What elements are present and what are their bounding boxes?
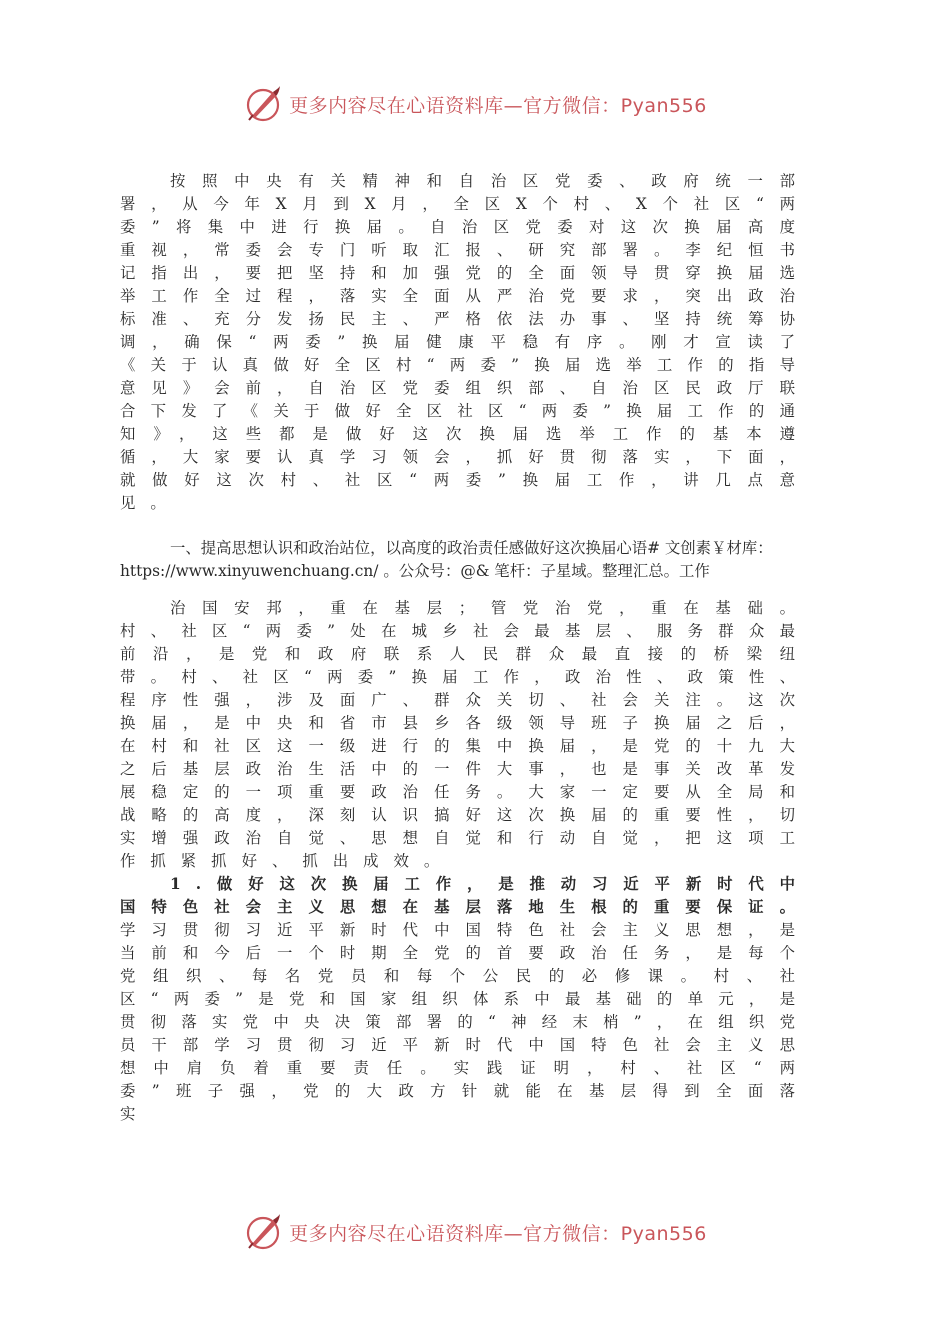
footer-banner-text: 更多内容尽在心语资料库—官方微信：Pyan556 [289, 1222, 707, 1245]
paragraph-intro: 按照中央有关精神和自治区党委、政府统一部署，从今年X月到X月，全区X个村、X个社区“两委”将集中进行换届。自治区党委对这次换届高度重视，常委会专门听取汇报、研究部署。李纪恒书记指出，要把坚持和加强党的全面领导贯穿换届选举工作全过程，落实全面从严治党要求，突出政治标准、充分发扬民主、严格依法办事、坚持统筹协调，确保“两委”换届健康平稳有序。刚才宣读了《关于认真做好全区村“两委”换届选举工作的指导意见》会前，自治区党委组织部、自治区民政厅联合下发了《关于做好全区社区“两委”换届工作的通知》，这些都是做好这次换届选举工作的基本遵循，大家要认真学习领会，抓好贯彻落实，下面，就做好这次村、社区“两委”换届工作，讲几点意见。 [120, 172, 810, 512]
paragraph-point-1 [120, 873, 810, 1126]
point-1-title: 1.做好这次换届工作，是推动习近平新时代中国特色社会主义思想在基层落地生根的重要保证。 [120, 875, 810, 916]
document-body [120, 170, 810, 1126]
point-1-text: 学习贯彻习近平新时代中国特色社会主义思想，是当前和今后一个时期全党的首要政治任务，是每个党组织、每名党员和每个公民的必修课。村、社区“两委”是党和国家组织体系中最基础的单元，是贯彻落实党中央决策部署的“神经末梢”，在组织党员干部学习贯彻习近平新时代中国特色社会主义思想中肩负着重要责任。实践证明，村、社区“两委”班子强，党的大政方针就能在基层得到全面落实 [120, 921, 810, 1123]
footer-banner [0, 1210, 950, 1254]
section-heading-1: 一、提高思想认识和政治站位，以高度的政治责任感做好这次换届心语# 文创素￥材库：https://www.xinyuwenchuang.cn/ 。公众号：@& 笔杆：子星域。整理汇总。工作 [120, 539, 773, 580]
header-banner-text: 更多内容尽在心语资料库—官方微信：Pyan556 [289, 94, 707, 117]
header-banner [0, 82, 950, 126]
paragraph-section-1: 治国安邦，重在基层；管党治党，重在基础。村、社区“两委”处在城乡社会最基层、服务群众最前沿，是党和政府联系人民群众最直接的桥梁纽带。村、社区“两委”换届工作，政治性、政策性、程序性强，涉及面广、群众关切、社会关注。这次换届，是中央和省市县乡各级领导班子换届之后，在村和社区这一级进行的集中换届，是党的十九大之后基层政治生活中的一件大事，也是事关改革发展稳定的一项重要政治任务。大家一定要从全局和战略的高度，深刻认识搞好这次换届的重要性，切实增强政治自觉、思想自觉和行动自觉，把这项工作抓紧抓好、抓出成效。 [120, 599, 810, 870]
quill-pen-logo-icon [243, 84, 283, 124]
quill-pen-logo-icon [243, 1212, 283, 1252]
